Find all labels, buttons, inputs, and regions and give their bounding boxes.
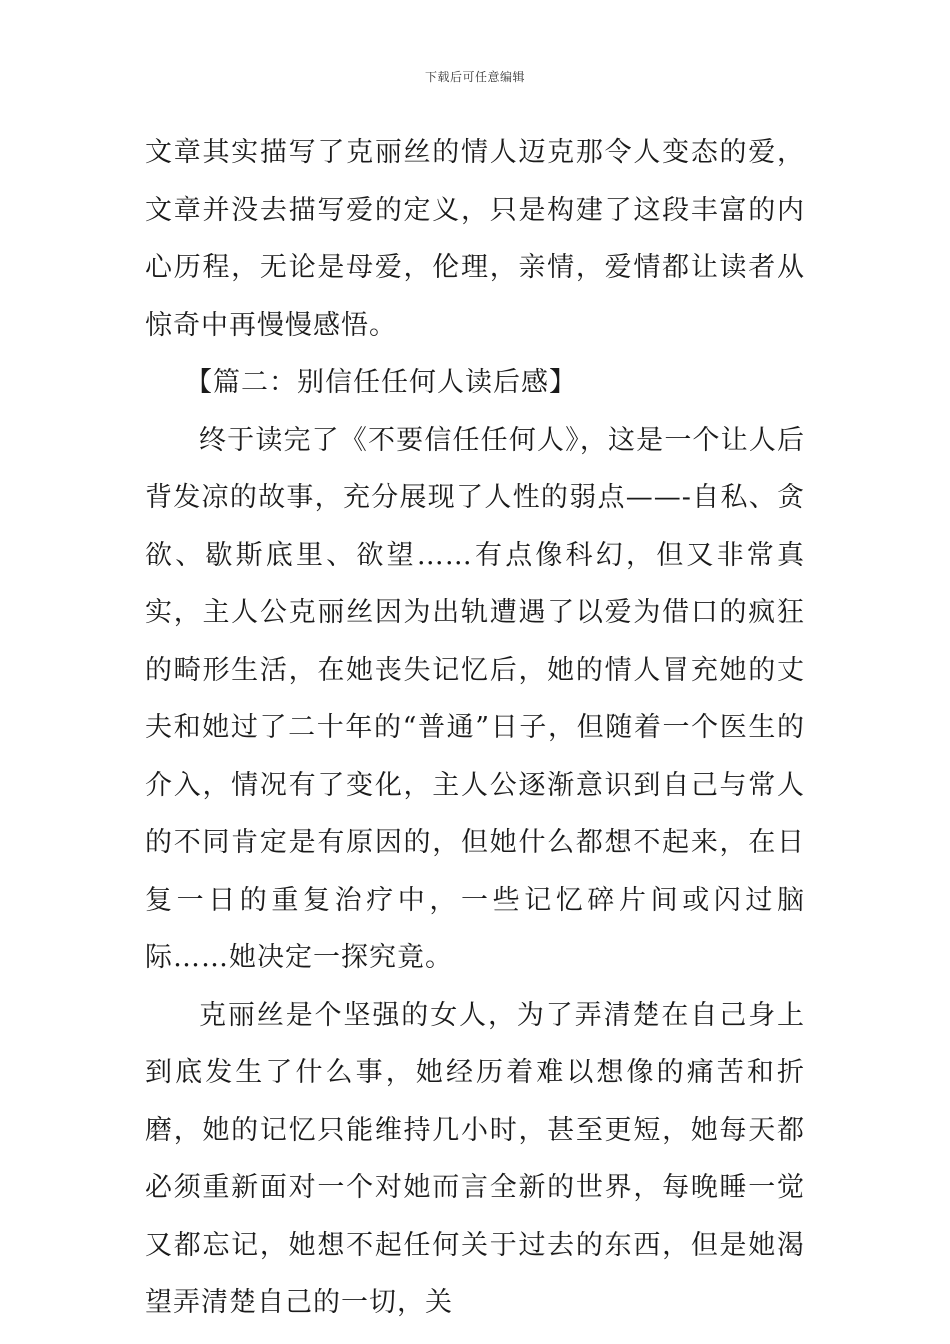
paragraph-2: 终于读完了《不要信任任何人》，这是一个让人后背发凉的故事，充分展现了人性的弱点——-自私、贪欲、歇斯底里、欲望……有点像科幻，但又非常真实，主人公克丽丝因为出轨遭遇了以爱为借口的疯狂的畸形生活，在她丧失记忆后，她的情人冒充她的丈夫和她过了二十年的“普通”日子，但随着一个医生的介入，情况有了变化，主人公逐渐意识到自己与常人的不同肯定是有原因的，但她什么都想不起来，在日复一日的重复治疗中，一些记忆碎片间或闪过脑际……她决定一探究竟。 <box>145 424 805 973</box>
document-body <box>145 124 805 1332</box>
paragraph-1: 文章其实描写了克丽丝的情人迈克那令人变态的爱，文章并没去描写爱的定义，只是构建了这段丰富的内心历程，无论是母爱，伦理，亲情，爱情都让读者从惊奇中再慢慢感悟。 <box>145 137 805 341</box>
section-heading: 【篇二：别信任任何人读后感】 <box>185 367 577 398</box>
page-header: 下载后可任意编辑 <box>424 70 525 84</box>
paragraph-3: 克丽丝是个坚强的女人，为了弄清楚在自己身上到底发生了什么事，她经历着难以想像的痛苦和折磨，她的记忆只能维持几小时，甚至更短，她每天都必须重新面对一个对她而言全新的世界，每晚睡一觉又都忘记，她想不起任何关于过去的东西，但是她渴望弄清楚自己的一切，关 <box>145 999 805 1318</box>
